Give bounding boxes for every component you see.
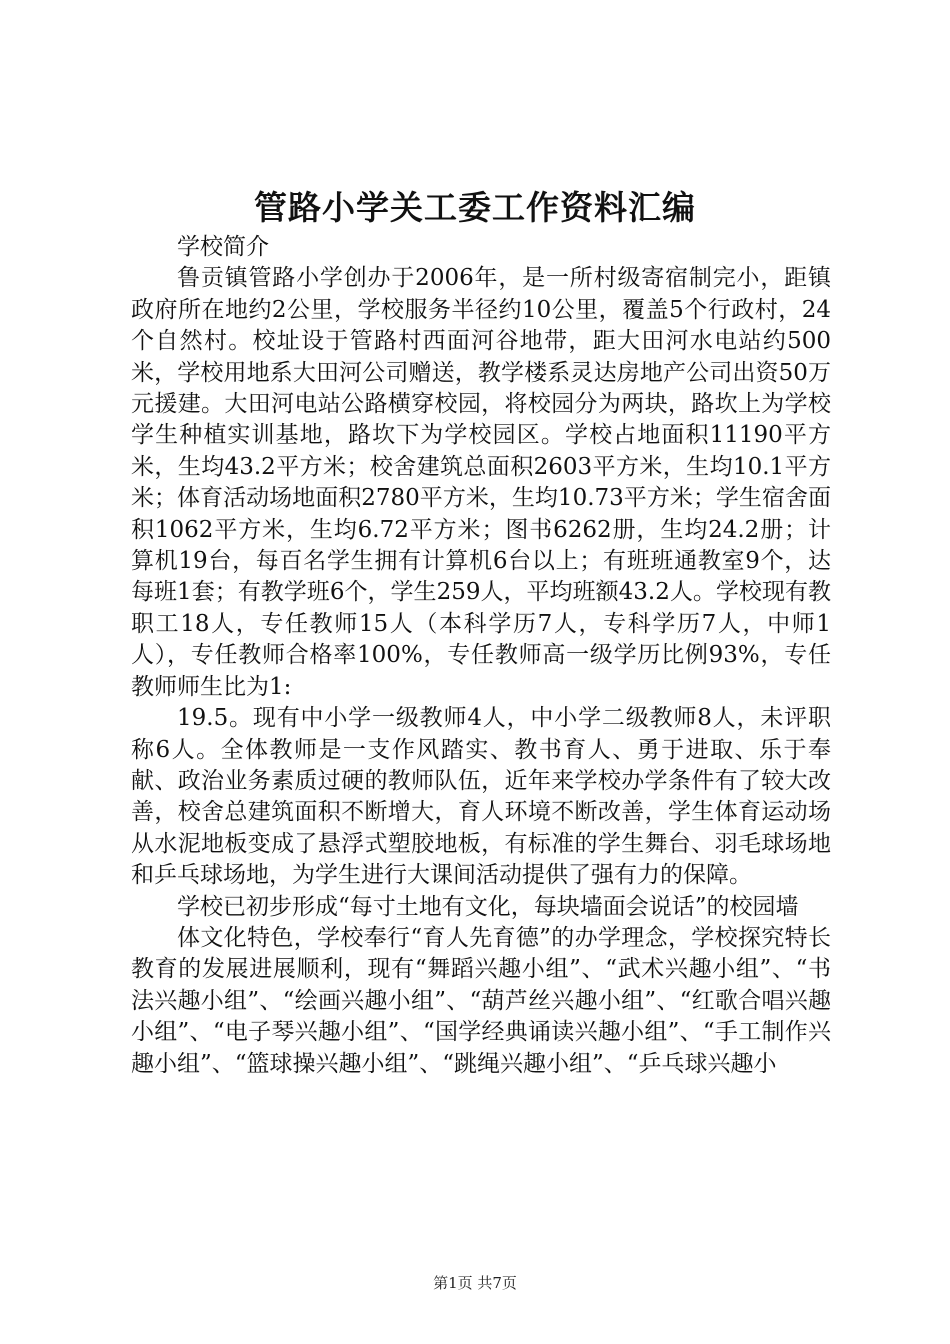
document-body bbox=[131, 232, 831, 1080]
paragraph: 鲁贡镇管路小学创办于2006年，是一所村级寄宿制完小，距镇政府所在地约2公里，学校服务半径约10公里，覆盖5个行政村，24个自然村。校址设于管路村西面河谷地带，距大田河水电站约500米，学校用地系大田河公司赠送，教学楼系灵达房地产公司出资50万元援建。大田河电站公路横穿校园，将校园分为两块，路坎上为学校学生种植实训基地，路坎下为学校园区。学校占地面积11190平方米，生均43.2平方米；校舍建筑总面积2603平方米，生均10.1平方米；体育活动场地面积2780平方米，生均10.73平方米；学生宿舍面积1062平方米，生均6.72平方米；图书6262册，生均24.2册；计算机19台，每百名学生拥有计算机6台以上；有班班通教室9个，达每班1套；有教学班6个，学生259人，平均班额43.2人。学校现有教职工18人，专任教师15人（本科学历7人，专科学历7人，中师1人），专任教师合格率100%，专任教师高一级学历比例93%，专任教师师生比为1: bbox=[131, 265, 831, 700]
paragraph: 19.5。现有中小学一级教师4人，中小学二级教师8人，未评职称6人。全体教师是一支作风踏实、教书育人、勇于进取、乐于奉献、政治业务素质过硬的教师队伍，近年来学校办学条件有了较大改善，校舍总建筑面积不断增大，育人环境不断改善，学生体育运动场从水泥地板变成了悬浮式塑胶地板，有标准的学生舞台、羽毛球场地和乒乓球场地，为学生进行大课间活动提供了强有力的保障。 bbox=[131, 705, 831, 889]
section-heading: 学校简介 bbox=[177, 234, 269, 260]
paragraph: 学校已初步形成“每寸土地有文化，每块墙面会说话”的校园墙 bbox=[177, 893, 799, 920]
paragraph: 体文化特色，学校奉行“育人先育德”的办学理念，学校探究特长教育的发展进展顺利，现有“舞蹈兴趣小组”、“武术兴趣小组”、“书法兴趣小组”、“绘画兴趣小组”、“葫芦丝兴趣小组”、“红歌合唱兴趣小组”、“电子琴兴趣小组”、“国学经典诵读兴趣小组”、“手工制作兴趣小组”、“篮球操兴趣小组”、“跳绳兴趣小组”、“乒乓球兴趣小 bbox=[131, 924, 831, 1077]
page-number-footer: 第1页 共7页 bbox=[433, 1274, 517, 1292]
document-title: 管路小学关工委工作资料汇编 bbox=[254, 188, 696, 227]
